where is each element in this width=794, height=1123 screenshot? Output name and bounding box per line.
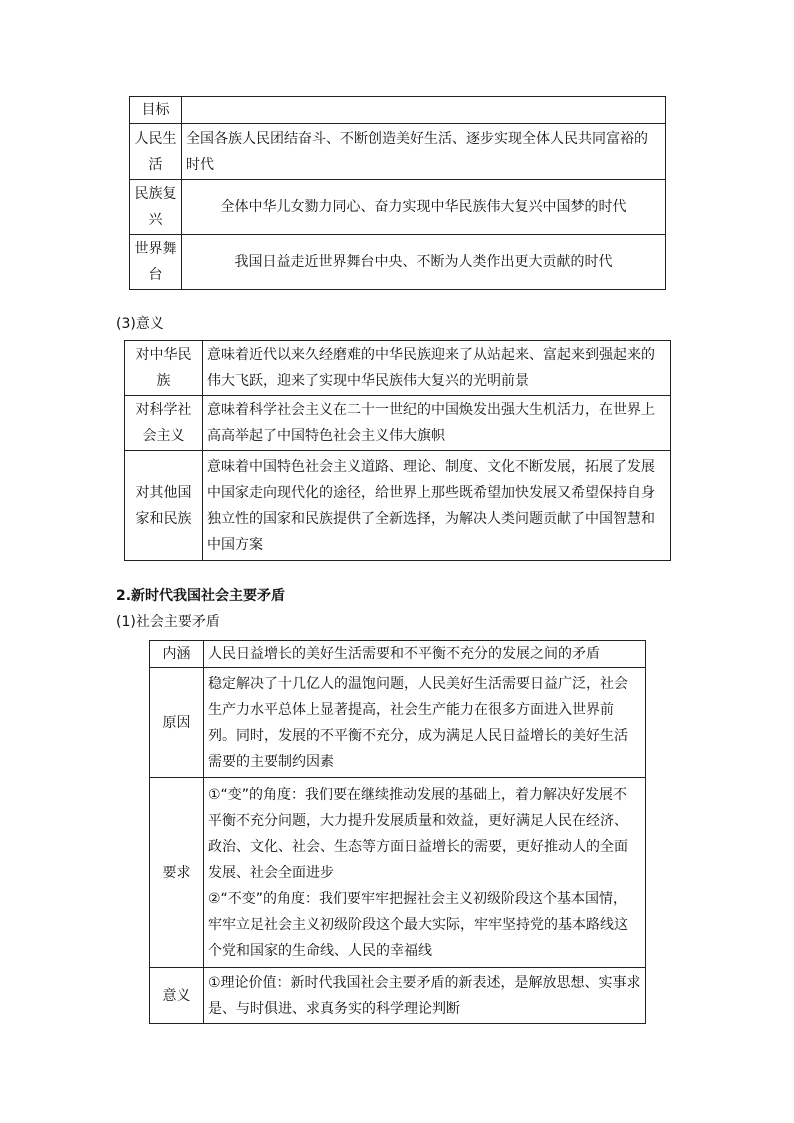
table-row bbox=[150, 778, 646, 968]
row-text-reason: 稳定解决了十几亿人的温饱问题，人民美好生活需要日益广泛，社会生产力水平总体上显著提高，社会生产能力在很多方面进入世界前列。同时，发展的不平衡不充分，成为满足人民日益增长的美好生活需要的主要制约因素 bbox=[204, 668, 646, 778]
row-label-people-life: 人民生活 bbox=[130, 124, 182, 180]
row-label-connotation: 内涵 bbox=[150, 641, 204, 668]
row-text-goal bbox=[182, 97, 666, 124]
table-row bbox=[130, 235, 666, 290]
table-row bbox=[125, 451, 671, 561]
row-label-rejuvenation: 民族复兴 bbox=[130, 180, 182, 235]
table-row bbox=[130, 124, 666, 180]
row-text-socialism: 意味着科学社会主义在二十一世纪的中国焕发出强大生机活力，在世界上高高举起了中国特色社会主义伟大旗帜 bbox=[203, 396, 671, 451]
row-label-requirement: 要求 bbox=[150, 778, 204, 968]
row-text-other-nations: 意味着中国特色社会主义道路、理论、制度、文化不断发展，拓展了发展中国家走向现代化的途径，给世界上那些既希望加快发展又希望保持自身独立性的国家和民族提供了全新选择，为解决人类问题贡献了中国智慧和中国方案 bbox=[203, 451, 671, 561]
row-label-nation: 对中华民族 bbox=[125, 341, 203, 396]
requirement-unchanged: ②“不变”的角度：我们要牢牢把握社会主义初级阶段这个基本国情，牢牢立足社会主义初级阶段这个最大实际，牢牢坚持党的基本路线这个党和国家的生命线、人民的幸福线 bbox=[208, 890, 628, 959]
table-row bbox=[130, 180, 666, 235]
row-text-meaning: ①理论价值：新时代我国社会主要矛盾的新表述，是解放思想、实事求是、与时俱进、求真务实的科学理论判断 bbox=[204, 968, 646, 1024]
row-label-goal: 目标 bbox=[130, 97, 182, 124]
subsection-heading-main-contradiction: (1)社会主要矛盾 bbox=[116, 614, 220, 630]
row-text-connotation: 人民日益增长的美好生活需要和不平衡不充分的发展之间的矛盾 bbox=[204, 641, 646, 668]
row-label-reason: 原因 bbox=[150, 668, 204, 778]
era-table bbox=[129, 96, 666, 290]
row-text-world-stage: 我国日益走近世界舞台中央、不断为人类作出更大贡献的时代 bbox=[182, 235, 666, 290]
table-row bbox=[150, 641, 646, 668]
requirement-change: ①“变”的角度：我们要在继续推动发展的基础上，着力解决好发展不平衡不充分问题，大力提升发展质量和效益，更好满足人民在经济、政治、文化、社会、生态等方面日益增长的需要，更好推动人的全面发展、社会全面进步 bbox=[208, 786, 628, 881]
row-text-rejuvenation: 全体中华儿女勠力同心、奋力实现中华民族伟大复兴中国梦的时代 bbox=[182, 180, 666, 235]
row-label-world-stage: 世界舞台 bbox=[130, 235, 182, 290]
table-row bbox=[125, 396, 671, 451]
table-row bbox=[130, 97, 666, 124]
row-text-requirement bbox=[204, 778, 646, 968]
contradiction-table bbox=[149, 640, 646, 1024]
table-row bbox=[125, 341, 671, 396]
row-text-people-life: 全国各族人民团结奋斗、不断创造美好生活、逐步实现全体人民共同富裕的时代 bbox=[182, 124, 666, 180]
row-label-socialism: 对科学社会主义 bbox=[125, 396, 203, 451]
significance-table bbox=[124, 340, 671, 561]
section-heading-contradiction: 2.新时代我国社会主要矛盾 bbox=[116, 588, 286, 604]
table-row bbox=[150, 968, 646, 1024]
section-heading-significance: (3)意义 bbox=[116, 316, 164, 332]
table-row bbox=[150, 668, 646, 778]
row-label-meaning: 意义 bbox=[150, 968, 204, 1024]
row-label-other-nations: 对其他国家和民族 bbox=[125, 451, 203, 561]
row-text-nation: 意味着近代以来久经磨难的中华民族迎来了从站起来、富起来到强起来的伟大飞跃，迎来了实现中华民族伟大复兴的光明前景 bbox=[203, 341, 671, 396]
